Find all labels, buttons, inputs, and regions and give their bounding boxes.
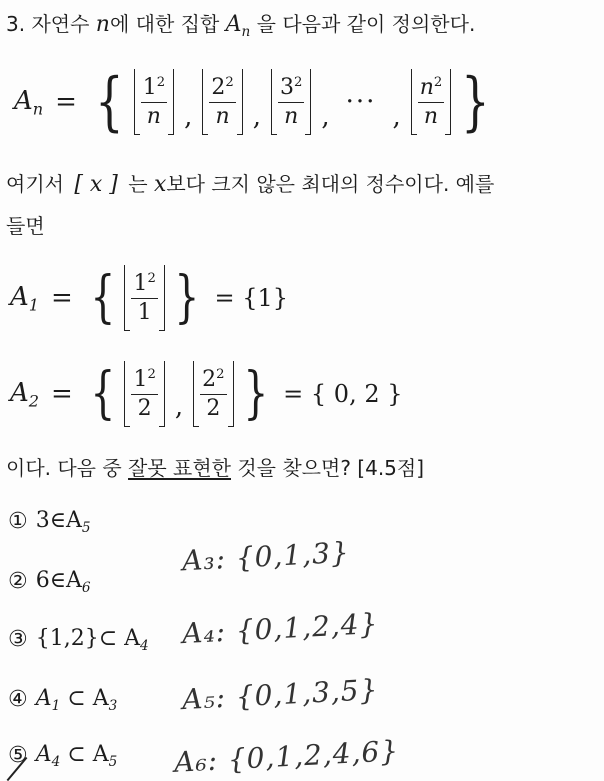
handwritten-note-a3: A₃: {0,1,3}	[181, 535, 351, 578]
ex2-term-1: $\frac{1^2}{2}$	[124, 361, 164, 427]
intro-text-c: 을 다음과 같이 정의한다.	[256, 12, 476, 36]
def-close-brace: }	[461, 65, 490, 139]
definition-formula: $A_n$ = { $\frac{1^2}{n}$ , $\frac{2^2}{n}$ , $\frac{3^2}{n}$ , ··· , $\frac{n^2}{n}$ }	[14, 65, 490, 139]
def-open-brace: {	[95, 65, 124, 139]
handwritten-note-a6: A₆: {0,1,2,4,6}	[173, 734, 400, 779]
intro-text-b: 에 대한 집합	[109, 12, 220, 36]
explanation-line-1: 여기서 [ x ] 는 x보다 크지 않은 최대의 정수이다. 예를	[6, 172, 495, 197]
example-1-formula: $A_1$ = { $\frac{1^2}{1}$ } = {1}	[10, 265, 289, 330]
def-term-3: $\frac{3^2}{n}$	[271, 69, 311, 135]
set-a-n: $A_n$	[225, 12, 251, 40]
example-2-formula: $A_2$ = { $\frac{1^2}{2}$ , $\frac{2^2}{2}$ } = { 0, 2 }	[10, 361, 403, 426]
handwritten-note-a4: A₄: {0,1,2,4}	[181, 606, 380, 651]
question-text: 이다. 다음 중 잘못 표현한 것을 찾으면? [4.5점]	[6, 456, 425, 480]
def-ellipsis: ···	[345, 87, 377, 117]
choice-2[interactable]: ② $6\in A_6$	[8, 568, 91, 596]
choice-4[interactable]: ④ $A_1$ ⊂ $A_3$	[8, 686, 118, 714]
explanation-line-2: 들면	[6, 214, 45, 238]
choice-3[interactable]: ③ {1,2}⊂ $A_4$	[8, 626, 149, 654]
var-n: n	[95, 12, 110, 37]
ex1-lhs: $A_1$	[10, 281, 40, 315]
def-lhs: $A_n$	[14, 85, 44, 119]
handwritten-note-a5: A₅: {0,1,3,5}	[181, 672, 380, 717]
intro-text-a: 자연수	[31, 12, 90, 36]
ex2-result: = { 0, 2 }	[283, 380, 403, 408]
ex2-term-2: $\frac{2^2}{2}$	[193, 361, 233, 427]
floor-notation: [ x ]	[74, 172, 118, 197]
ex1-term: $\frac{1^2}{1}$	[124, 265, 164, 331]
choice-5[interactable]: ⑤ $A_4$ ⊂ $A_5$	[8, 742, 118, 770]
problem-number: 3.	[6, 12, 26, 36]
def-equals: =	[55, 87, 77, 117]
def-term-1: $\frac{1^2}{n}$	[134, 69, 174, 135]
choice-1[interactable]: ① $3\in A_5$	[8, 508, 91, 536]
problem-statement	[6, 8, 475, 40]
def-term-last: $\frac{n^2}{n}$	[411, 69, 452, 135]
ex2-lhs: $A_2$	[10, 377, 40, 411]
question-underlined: 잘못 표현한	[128, 456, 231, 480]
ex1-result: = {1}	[214, 284, 289, 312]
def-term-2: $\frac{2^2}{n}$	[202, 69, 242, 135]
